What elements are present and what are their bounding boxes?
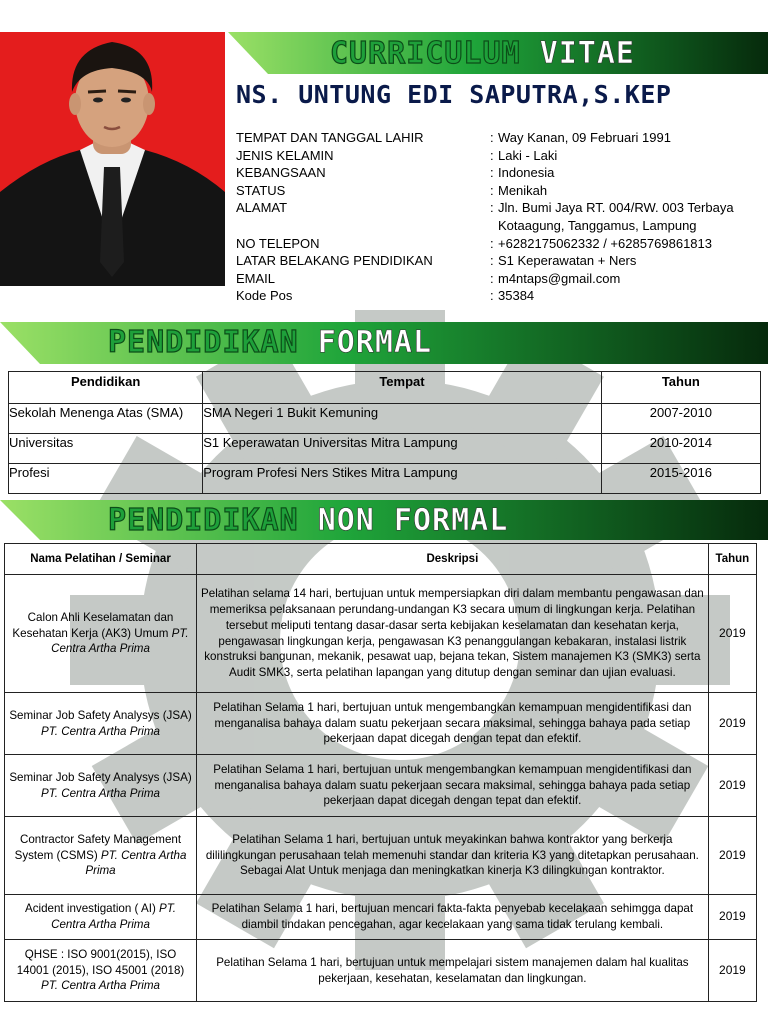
nonformal-title-solid: NON FORMAL — [317, 503, 509, 538]
table-header-row — [9, 372, 761, 404]
column-header: Pendidikan — [9, 372, 203, 404]
cv-title — [330, 36, 635, 71]
training-year: 2019 — [708, 755, 756, 817]
table-row — [9, 434, 761, 464]
training-organizer: PT. Centra Artha Prima — [41, 724, 160, 738]
info-value-text: S1 Keperawatan + Ners — [498, 253, 637, 269]
training-year: 2019 — [708, 940, 756, 1002]
table-row — [5, 940, 757, 1002]
column-header: Tempat — [203, 372, 601, 404]
training-year: 2019 — [708, 895, 756, 940]
info-value: : Jln. Bumi Jaya RT. 004/RW. 003 Terbaya Kotaagung, Tanggamus, Lampung — [490, 199, 761, 234]
training-year: 2019 — [708, 575, 756, 693]
training-name — [5, 693, 197, 755]
full-name: NS. UNTUNG EDI SAPUTRA,S.KEP — [236, 80, 672, 109]
training-year: 2019 — [708, 817, 756, 895]
info-value: : Indonesia — [490, 165, 555, 181]
year-range: 2015-2016 — [601, 464, 760, 494]
training-organizer: PT. Centra Artha Prima — [41, 786, 160, 800]
year-range: 2010-2014 — [601, 434, 760, 464]
training-description: Pelatihan Selama 1 hari, bertujuan untuk mengembangkan kemampuan mengidentifikasi dan menganalisa bahaya dalam suatu pekerjaan secara maksimal, sehingga bahaya pada setiap pekerjaan dapat dicegah dengan tepat dan efektif. — [197, 755, 709, 817]
training-description: Pelatihan Selama 1 hari, bertujuan untuk meyakinkan bahwa kontraktor yang berkerja dililingkungan perusahaan telah memenuhi standar dan kriteria K3 yang ditetapkan perusahaan. Sebagai Alat Untuk menjaga dan meningkatkan kinerja K3 dilingkungan kontraktor. — [197, 817, 709, 895]
info-row — [236, 147, 761, 165]
info-value-text: Menikah — [498, 182, 548, 198]
training-organizer: PT. Centra Artha Prima — [85, 848, 187, 878]
table-row — [5, 817, 757, 895]
training-title: Acident investigation ( AI) — [24, 902, 156, 916]
table-row — [5, 575, 757, 693]
info-value: : m4ntaps@gmail.com — [490, 270, 621, 286]
training-name — [5, 940, 197, 1002]
institution: SMA Negeri 1 Bukit Kemuning — [203, 404, 601, 434]
training-organizer: PT. Centra Artha Prima — [51, 902, 177, 931]
info-label: LATAR BELAKANG PENDIDIKAN — [236, 253, 433, 269]
training-name — [5, 575, 197, 693]
formal-title-solid: FORMAL — [317, 325, 433, 360]
info-label: Kode Pos — [236, 288, 293, 304]
info-value: : Laki - Laki — [490, 147, 558, 163]
info-label: ALAMAT — [236, 200, 288, 216]
table-row — [5, 755, 757, 817]
training-year: 2019 — [708, 693, 756, 755]
training-title: Calon Ahli Keselamatan dan Kesehatan Kerja (AK3) Umum — [12, 610, 174, 640]
info-label: EMAIL — [236, 270, 276, 286]
table-row — [9, 464, 761, 494]
formal-education-table — [8, 371, 761, 494]
info-value-text: m4ntaps@gmail.com — [498, 270, 621, 286]
personal-info — [236, 129, 761, 305]
column-header: Deskripsi — [197, 544, 709, 575]
nonformal-title — [108, 503, 508, 538]
info-row — [236, 270, 761, 288]
table-row — [5, 895, 757, 940]
training-description: Pelatihan Selama 1 hari, bertujuan untuk mengembangkan kemampuan mengidentifikasi dan menganalisa bahaya dalam suatu pekerjaan secara maksimal, sehingga bahaya pada setiap pekerjaan dapat dicegah dengan tepat dan efektif. — [197, 693, 709, 755]
nonformal-title-outline: PENDIDIKAN — [108, 503, 299, 538]
training-description: Pelatihan Selama 1 hari, bertujuan untuk mempelajari sistem manajemen dalam hal kualitas pekerjaan, kesehatan, keselamatan dan lingkungan. — [197, 940, 709, 1002]
info-label: TEMPAT DAN TANGGAL LAHIR — [236, 130, 424, 145]
info-row — [236, 164, 761, 182]
training-name — [5, 895, 197, 940]
info-row — [236, 235, 761, 253]
info-value-text: Jln. Bumi Jaya RT. 004/RW. 003 Terbaya — [498, 200, 734, 216]
info-label: NO TELEPON — [236, 235, 320, 251]
info-value: : 35384 — [490, 288, 535, 304]
year-range: 2007-2010 — [601, 404, 760, 434]
table-row — [9, 404, 761, 434]
info-value: : Way Kanan, 09 Februari 1991 — [490, 130, 671, 145]
training-title: QHSE : ISO 9001(2015), ISO 14001 (2015), ISO 45001 (2018) — [16, 947, 185, 977]
info-label: STATUS — [236, 182, 286, 198]
formal-title-outline: PENDIDIKAN — [108, 325, 299, 360]
cv-title-outline: CURRICULUM — [330, 36, 521, 71]
info-value-text: +6282175062332 / +6285769861813 — [498, 235, 712, 251]
column-header: Nama Pelatihan / Seminar — [5, 544, 197, 575]
column-header: Tahun — [708, 544, 756, 575]
info-label: JENIS KELAMIN — [236, 147, 334, 163]
info-value: : Menikah — [490, 182, 548, 198]
education-level: Profesi — [9, 464, 203, 494]
training-organizer: PT. Centra Artha Prima — [51, 626, 189, 656]
table-header-row — [5, 544, 757, 575]
education-level: Sekolah Menenga Atas (SMA) — [9, 404, 203, 434]
formal-title — [108, 325, 432, 360]
training-organizer: PT. Centra Artha Prima — [41, 979, 160, 993]
cv-title-solid: VITAE — [539, 36, 635, 71]
info-value: : S1 Keperawatan + Ners — [490, 253, 637, 269]
training-title: Contractor Safety Management System (CSMS) — [14, 832, 182, 862]
training-description: Pelatihan selama 14 hari, bertujuan untuk mempersiapkan diri dalam membantu pengawasan dan memeriksa pelaksanaan perundang-undangan K3 secara umum di lingkungan kerja. Pelatihan tersebut meliputi tentang dasar-dasar serta kebijakan keselamatan dan kesehatan kerja, pengawasan lingkungan kerja, pengawasan K3 penanggulangan kebakaran, instalasi listrik konstruksi bangunan, mekanik, pesawat uap, bejana tekan, Sistem manajemen K3 (SMK3) serta Audit SMK3, serta pelatihan lapangan yang ditutup dengan seminar dan ujian evaluasi. — [197, 575, 709, 693]
info-value-text: 35384 — [498, 288, 535, 304]
education-level: Universitas — [9, 434, 203, 464]
info-value-text: Laki - Laki — [498, 147, 558, 163]
institution: S1 Keperawatan Universitas Mitra Lampung — [203, 434, 601, 464]
info-label: KEBANGSAAN — [236, 165, 326, 181]
training-title: Seminar Job Safety Analysys (JSA) — [9, 770, 192, 784]
info-value-text: Way Kanan, 09 Februari 1991 — [498, 130, 671, 145]
training-title: Seminar Job Safety Analysys (JSA) — [9, 708, 192, 722]
nonformal-training-table — [4, 543, 757, 1002]
info-row — [236, 182, 761, 200]
training-description: Pelatihan Selama 1 hari, bertujuan mencari fakta-fakta penyebab kecelakaan sehimgga dapat diambil tindakan pencegahan, agar kecelakaan yang sama tidak terulang kembali. — [197, 895, 709, 940]
info-value: : +6282175062332 / +6285769861813 — [490, 235, 712, 251]
profile-photo — [0, 32, 225, 286]
training-name — [5, 755, 197, 817]
training-name — [5, 817, 197, 895]
info-row — [236, 199, 761, 234]
info-row — [236, 287, 761, 305]
column-header: Tahun — [601, 372, 760, 404]
info-row — [236, 252, 761, 270]
institution: Program Profesi Ners Stikes Mitra Lampung — [203, 464, 601, 494]
table-row — [5, 693, 757, 755]
info-value-continuation: Kotaagung, Tanggamus, Lampung — [498, 217, 697, 233]
info-row — [236, 129, 761, 147]
info-value-text: Indonesia — [498, 165, 555, 181]
